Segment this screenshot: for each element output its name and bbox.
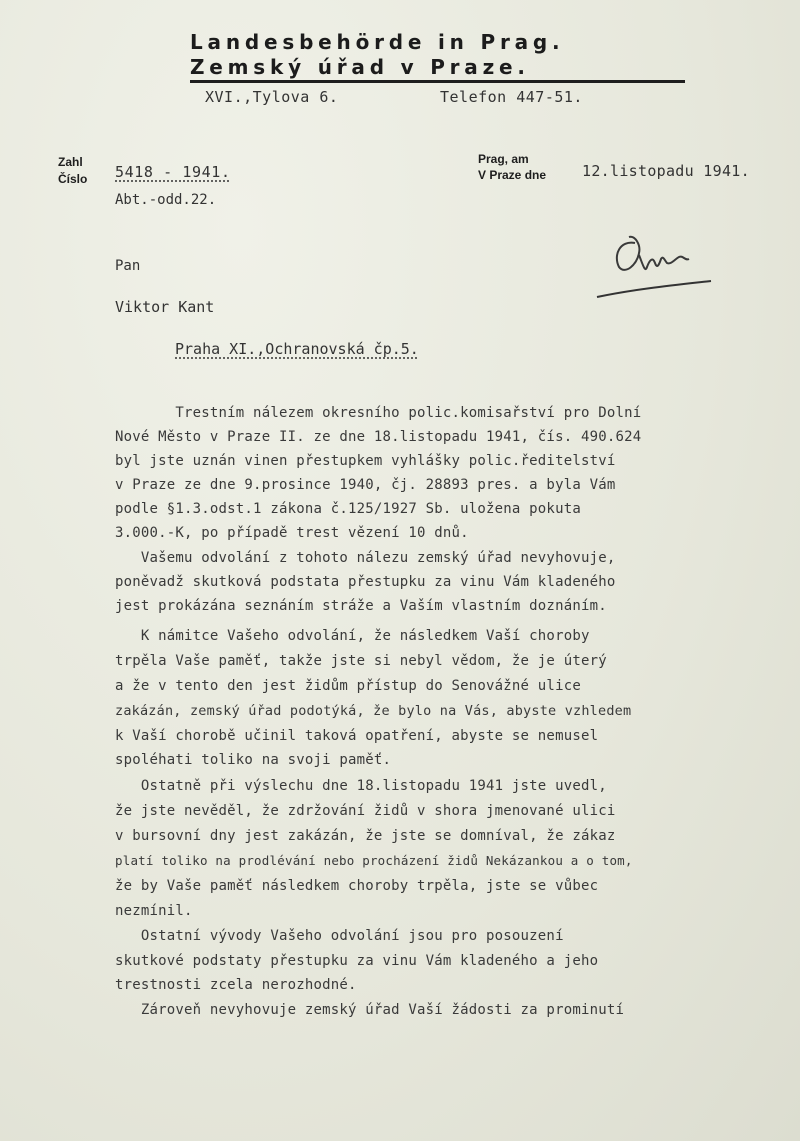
body-line: nezmínil. [115, 903, 193, 919]
body-line: a že v tento den jest židům přístup do Senovážné ulice [115, 678, 581, 694]
letterhead-title-czech: Zemský úřad v Praze. [190, 55, 530, 79]
body-line: že jste nevěděl, že zdržování židů v shora jmenované ulici [115, 803, 616, 819]
salutation: Pan [115, 258, 141, 274]
signature [595, 215, 715, 305]
body-line: Nové Město v Praze II. ze dne 18.listopadu 1941, čís. 490.624 [115, 429, 642, 445]
body-line: k Vaší chorobě učinil taková opatření, abyste se nemusel [115, 728, 599, 744]
label-zahl: Zahl [58, 155, 83, 169]
body-line: 3.000.-K, po případě trest vězení 10 dnů. [115, 525, 469, 541]
body-line: že by Vaše paměť následkem choroby trpěla, jste se vůbec [115, 878, 599, 894]
recipient-address: Praha XI.,Ochranovská čp.5. [175, 340, 419, 358]
body-line: platí toliko na prodlévání nebo procházení židů Nekázankou a o tom, [115, 853, 633, 868]
letterhead-divider [190, 80, 685, 83]
body-line: Vašemu odvolání z tohoto nálezu zemský úřad nevyhovuje, [115, 550, 616, 566]
office-address: XVI.,Tylova 6. [205, 88, 339, 106]
reference-number: 5418 - 1941. [115, 163, 231, 181]
body-line: v bursovní dny jest zakázán, že jste se domníval, že zákaz [115, 828, 616, 844]
body-line: Ostatní vývody Vašeho odvolání jsou pro posouzení [115, 928, 564, 944]
letterhead-title-german: Landesbehörde in Prag. [190, 30, 565, 54]
body-line: jest prokázána seznáním stráže a Vaším vlastním doznáním. [115, 598, 607, 614]
document-date: 12.listopadu 1941. [582, 162, 750, 180]
body-line: K námitce Vašeho odvolání, že následkem Vaší choroby [115, 628, 590, 644]
body-line: Trestním nálezem okresního polic.komisařství pro Dolní [115, 405, 642, 421]
department: Abt.-odd.22. [115, 192, 217, 208]
body-line: trestnosti zcela nerozhodné. [115, 977, 357, 993]
body-line: byl jste uznán vinen přestupkem vyhlášky polic.ředitelství [115, 453, 616, 469]
body-line: zakázán, zemský úřad podotýká, že bylo na Vás, abyste vzhledem [115, 703, 632, 719]
body-line: spoléhati toliko na svoji paměť. [115, 752, 392, 768]
body-line: poněvadž skutková podstata přestupku za vinu Vám kladeného [115, 574, 616, 590]
recipient-name: Viktor Kant [115, 298, 215, 316]
body-line: Ostatně při výslechu dne 18.listopadu 1941 jste uvedl, [115, 778, 607, 794]
office-phone: Telefon 447-51. [440, 88, 583, 106]
body-line: Zároveň nevyhovuje zemský úřad Vaší žádosti za prominutí [115, 1002, 625, 1018]
body-line: podle §1.3.odst.1 zákona č.125/1927 Sb. uložena pokuta [115, 501, 581, 517]
label-cislo: Číslo [58, 172, 88, 186]
body-line: trpěla Vaše paměť, takže jste si nebyl vědom, že je úterý [115, 653, 607, 669]
place-label-german: Prag, am [478, 152, 529, 166]
body-line: skutkové podstaty přestupku za vinu Vám kladeného a jeho [115, 953, 599, 969]
letterhead [190, 30, 690, 80]
place-label-czech: V Praze dne [478, 168, 547, 182]
body-line: v Praze ze dne 9.prosince 1940, čj. 28893 pres. a byla Vám [115, 477, 616, 493]
